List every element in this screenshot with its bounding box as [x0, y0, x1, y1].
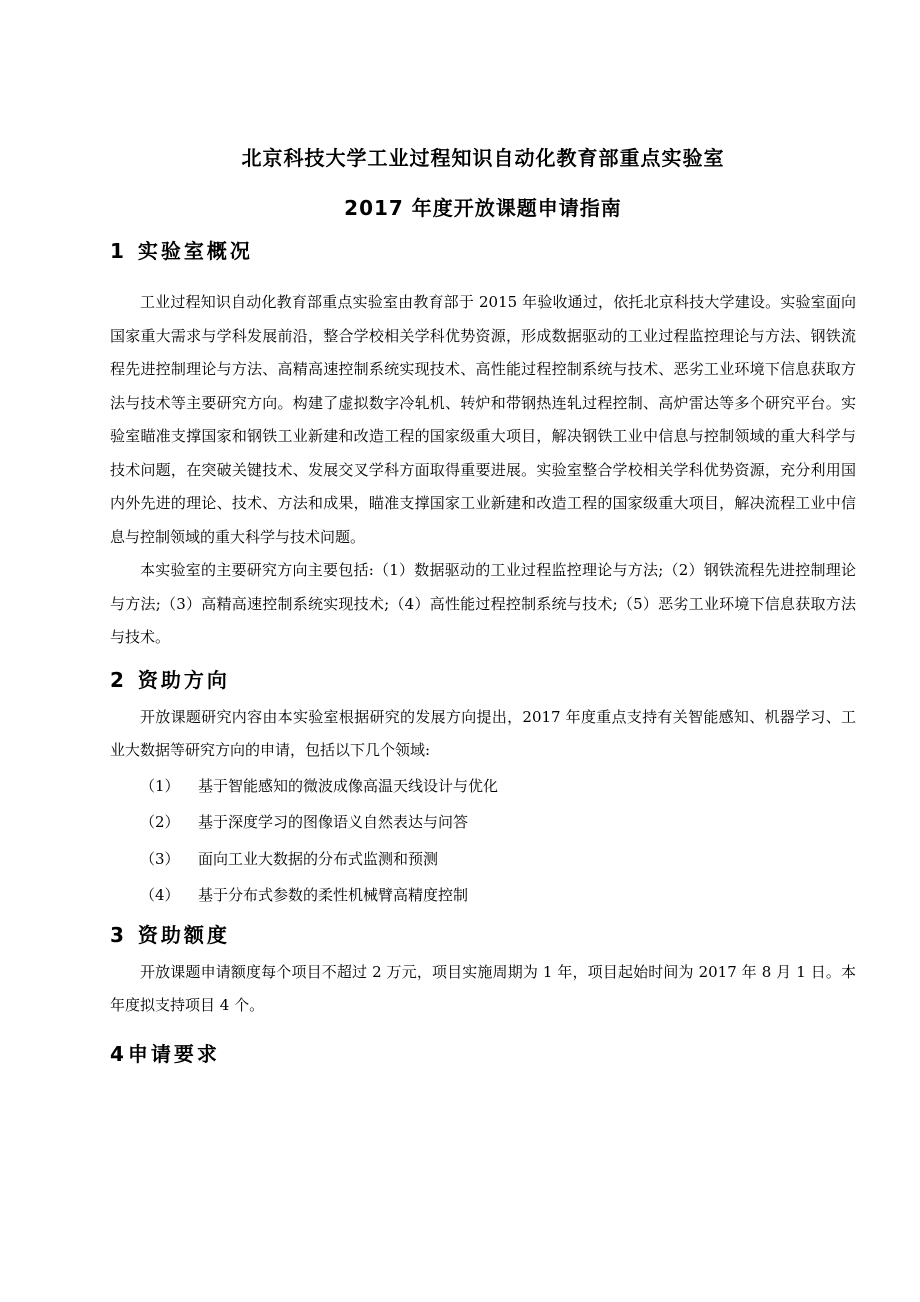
- document-subtitle: 2017 年度开放课题申请指南: [344, 196, 622, 220]
- section-1-paragraph-2: 本实验室的主要研究方向主要包括:（1）数据驱动的工业过程监控理论与方法;（2）钢铁流程先进控制理论与方法;（3）高精高速控制系统实现技术;（4）高性能过程控制系统与技术;（5）恶劣工业环境下信息获取方法与技术。: [110, 561, 856, 646]
- list-item: [110, 841, 856, 878]
- list-item-index: （1）: [140, 776, 180, 795]
- document-body: [110, 140, 856, 1075]
- list-item-text: 面向工业大数据的分布式监测和预测: [198, 849, 439, 868]
- list-item-text: 基于分布式参数的柔性机械臂高精度控制: [198, 886, 469, 904]
- section-2-paragraph-1: 开放课题研究内容由本实验室根据研究的发展方向提出，2017 年度重点支持有关智能感知、机器学习、工业大数据等研究方向的申请，包括以下几个领域:: [110, 707, 856, 759]
- list-item-index: （4）: [140, 886, 180, 904]
- list-item: [110, 804, 856, 841]
- section-title: 资助额度: [137, 922, 230, 947]
- funding-directions-list: [110, 768, 856, 914]
- section-number: 3: [110, 922, 124, 947]
- document-title: 北京科技大学工业过程知识自动化教育部重点实验室: [241, 146, 725, 170]
- section-number: 2: [110, 667, 124, 692]
- section-heading-1: [110, 230, 856, 272]
- section-title: 申请要求: [127, 1041, 220, 1066]
- section-heading-2: [110, 659, 856, 701]
- section-heading-4: [110, 1033, 856, 1075]
- section-3-paragraph-1: 开放课题申请额度每个项目不超过 2 万元，项目实施周期为 1 年，项目起始时间为 2017 年 8 月 1 日。本年度拟支持项目 4 个。: [110, 962, 856, 1014]
- section-title: 资助方向: [137, 667, 230, 692]
- list-item-text: 基于深度学习的图像语义自然表达与问答: [198, 813, 469, 831]
- section-heading-3: [110, 914, 856, 956]
- section-title: 实验室概况: [137, 239, 253, 263]
- section-1-paragraph-1: 工业过程知识自动化教育部重点实验室由教育部于 2015 年验收通过，依托北京科技大学建设。实验室面向国家重大需求与学科发展前沿，整合学校相关学科优势资源，形成数据驱动的工业过程监控理论与方法、钢铁流程先进控制理论与方法、高精高速控制系统实现技术、高性能过程控制系统与技术、恶劣工业环境下信息获取方法与技术等主要研究方向。构建了虚拟数字冷轧机、转炉和带钢热连轧过程控制、高炉雷达等多个研究平台。实验室瞄准支撑国家和钢铁工业新建和改造工程的国家级重大项目，解决钢铁工业中信息与控制领域的重大科学与技术问题，在突破关键技术、发展交叉学科方面取得重要进展。实验室整合学校相关学科优势资源，充分利用国内外先进的理论、技术、方法和成果，瞄准支撑国家工业新建和改造工程的国家级重大项目，解决流程工业中信息与控制领域的重大科学与技术问题。: [110, 293, 856, 546]
- list-item-text: 基于智能感知的微波成像高温天线设计与优化: [198, 776, 499, 795]
- list-item: [110, 768, 856, 805]
- section-number: 4: [110, 1041, 124, 1066]
- section-number: 1: [110, 239, 124, 263]
- list-item-index: （2）: [140, 813, 180, 831]
- list-item: [110, 877, 856, 914]
- list-item-index: （3）: [140, 849, 180, 868]
